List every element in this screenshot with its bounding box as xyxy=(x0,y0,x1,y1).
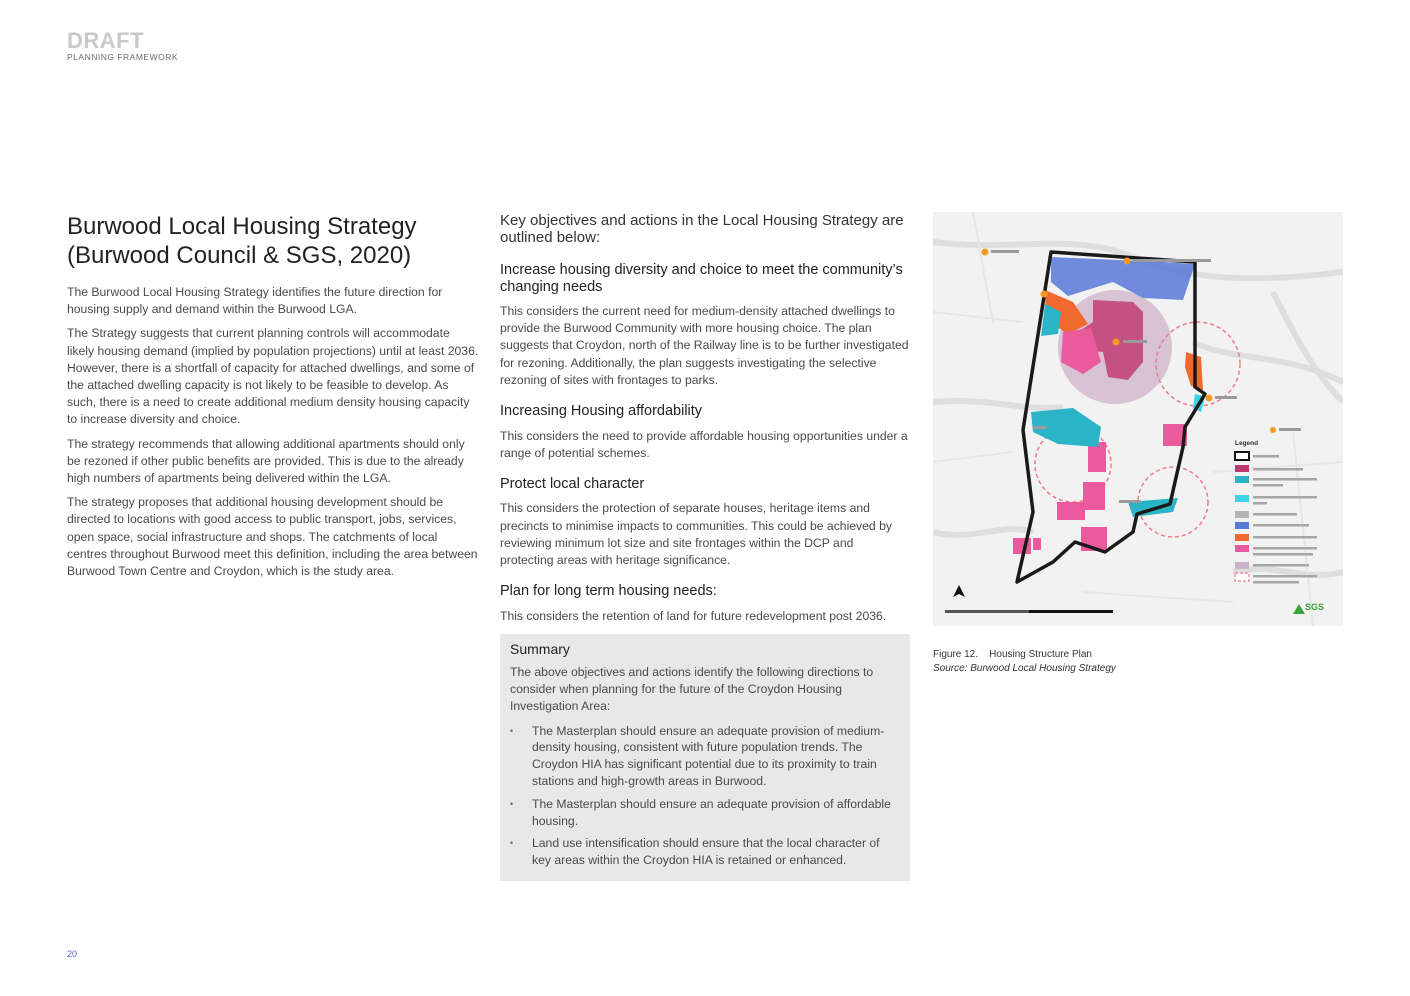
figure-caption xyxy=(933,648,1343,676)
legend-title: Legend xyxy=(1235,440,1259,447)
summary-box xyxy=(500,634,910,881)
caption-title-line xyxy=(933,648,1343,662)
legend-swatch xyxy=(1235,511,1249,518)
pink-zone xyxy=(1033,538,1041,550)
title-line-1: Burwood Local Housing Strategy xyxy=(67,213,417,240)
legend-swatch xyxy=(1235,465,1249,472)
location-marker-icon xyxy=(1113,339,1120,346)
location-marker-icon xyxy=(1206,395,1213,402)
summary-bullet: • Land use intensification should ensure that the local character of key areas within the Croydon HIA is retained or enhanced. xyxy=(510,835,900,869)
housing-structure-map xyxy=(933,212,1343,626)
legend-swatch xyxy=(1235,534,1249,541)
legend-swatch xyxy=(1235,573,1249,581)
section-body: This considers the current need for medium-density attached dwellings to provide the Burwood Community with more housing choice. The plan suggests that Croydon, north of the Railway line is to be further investigated for rezoning. Additionally, the plan suggests investigating the selective rezoning of sites with frontages to parks. xyxy=(500,304,909,387)
caption-title: Housing Structure Plan xyxy=(989,649,1092,660)
location-marker-icon xyxy=(1124,258,1131,265)
summary-title: Summary xyxy=(510,640,570,657)
location-marker-icon xyxy=(1041,291,1048,298)
title-line-2: (Burwood Council & SGS, 2020) xyxy=(67,242,412,269)
middle-column xyxy=(500,212,910,881)
location-marker-icon xyxy=(982,249,989,256)
section-heading: Protect local character xyxy=(500,475,645,492)
left-paragraph: The Burwood Local Housing Strategy identifies the future direction for housing supply and demand within the Burwood LGA. xyxy=(67,285,443,317)
caption-number: Figure 12. xyxy=(933,649,979,660)
legend-swatch xyxy=(1235,495,1249,502)
pink-zone xyxy=(1057,502,1085,520)
left-paragraph: The Strategy suggests that current planning controls will accommodate likely housing demand (implied by population projections) until at least 2036. However, there is a shortfall of capacity for attached dwellings, and some of the attached dwelling capacity is not likely to be feasible to develop. As such, there is a need to create additional medium density housing capacity to increase diversity and choice. xyxy=(67,326,479,427)
draft-label: DRAFT xyxy=(67,28,145,53)
section-heading: Plan for long term housing needs: xyxy=(500,583,717,600)
summary-list xyxy=(510,723,900,869)
framework-label: PLANNING FRAMEWORK xyxy=(67,52,179,62)
left-column xyxy=(67,212,479,587)
legend-swatch xyxy=(1235,562,1249,569)
location-marker-icon xyxy=(1270,427,1276,433)
section-body: This considers the need to provide affordable housing opportunities under a range of potential schemes. xyxy=(500,428,908,460)
legend-swatch xyxy=(1235,476,1249,483)
page-header xyxy=(67,30,178,62)
section-body: This considers the protection of separate houses, heritage items and precincts to minimise impacts to communities. This could be achieved by reviewing minimum lot size and site frontages within the DCP and protecting areas with heritage significance. xyxy=(500,501,892,568)
legend-swatch xyxy=(1235,545,1249,552)
summary-bullet: • The Masterplan should ensure an adequate provision of affordable housing. xyxy=(510,796,900,830)
sgs-logo: SGS xyxy=(1305,602,1325,612)
objectives-lead: Key objectives and actions in the Local Housing Strategy are outlined below: xyxy=(500,212,904,246)
page-title xyxy=(67,212,479,270)
left-paragraph: The strategy proposes that additional housing development should be directed to locations with good access to public transport, jobs, services, open space, social infrastructure and shops. The catchments of local centres throughout Burwood meet this definition, including the area between Burwood Town Centre and Croydon, which is the study area. xyxy=(67,495,478,579)
pink-zone xyxy=(1083,482,1105,510)
legend-swatch xyxy=(1235,522,1249,529)
legend-swatch xyxy=(1235,452,1249,460)
summary-intro: The above objectives and actions identify the following directions to consider when planning for the future of the Croydon Housing Investigation Area: xyxy=(510,664,874,714)
figure-column xyxy=(933,212,1343,676)
page-number: 20 xyxy=(67,949,78,959)
section-body: This considers the retention of land for future redevelopment post 2036. xyxy=(500,608,887,623)
left-paragraph: The strategy recommends that allowing additional apartments should only be rezoned if other public benefits are provided. This is due to the already high numbers of apartments being delivered within the LGA. xyxy=(67,436,465,486)
section-heading: Increase housing diversity and choice to meet the community’s changing needs xyxy=(500,262,903,295)
caption-source: Source: Burwood Local Housing Strategy xyxy=(933,663,1116,674)
summary-bullet: • The Masterplan should ensure an adequate provision of medium-density housing, consistent with future population trends. The Croydon HIA has significant potential due to its proximity to train stations and high-growth areas in Burwood. xyxy=(510,723,900,790)
section-heading: Increasing Housing affordability xyxy=(500,403,703,420)
